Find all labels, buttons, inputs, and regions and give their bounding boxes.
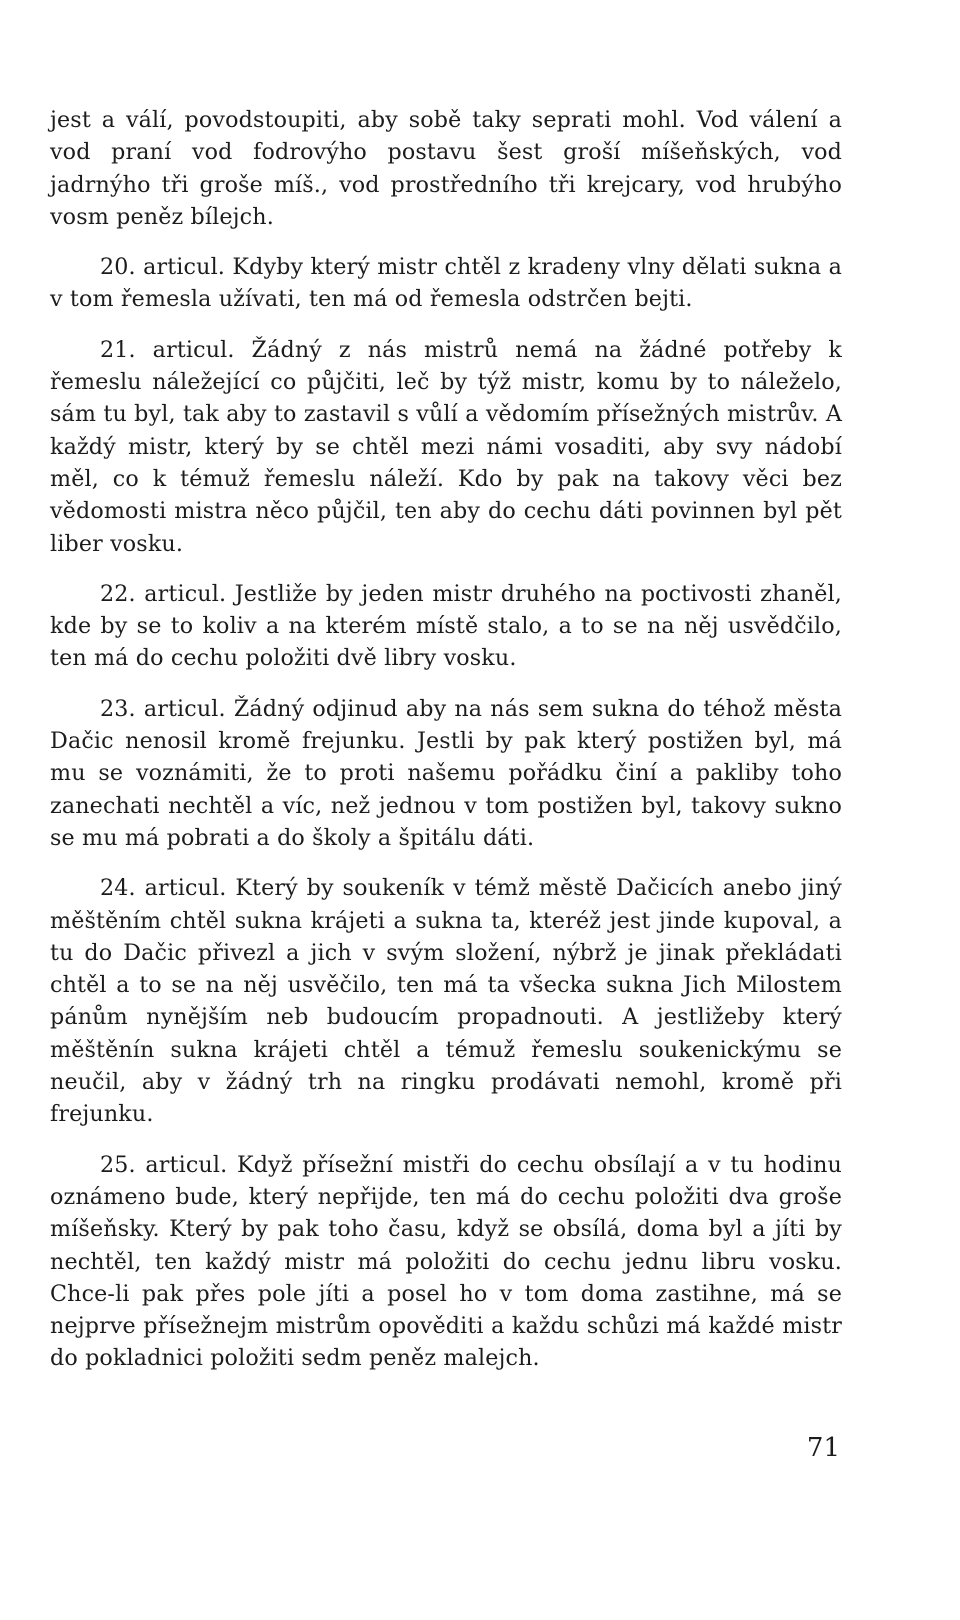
paragraph-article-20: 20. articul. Kdyby který mistr chtěl z kradeny vlny dělati sukna a v tom řemesla užívati, ten má od řemesla odstrčen bejti.	[50, 254, 842, 313]
body-text	[50, 104, 842, 1393]
paragraph-article-25: 25. articul. Když přísežní mistři do cechu obsílají a v tu hodinu oznámeno bude, který nepřijde, ten má do cechu položiti dva groše míšeňsky. Který by pak toho času, když se obsílá, doma byl a jíti by nechtěl, ten každý mistr má položiti do cechu jednu libru vosku. Chce-li pak přes pole jíti a posel ho v tom doma zastihne, má se nejprve přísežnejm mistrům opověditi a každu schůzi má každé mistr do pokladnici položiti sedm peněz malejch.	[50, 1151, 842, 1372]
paragraph-article-22: 22. articul. Jestliže by jeden mistr druhého na poctivosti zhaněl, kde by se to koliv a na kterém místě stalo, a to se na něj usvědčilo, ten má do cechu položiti dvě libry vosku.	[50, 580, 842, 672]
paragraph-article-24: 24. articul. Který by soukeník v témž městě Dačicích anebo jiný měštěním chtěl sukna krájeti a sukna ta, kteréž jest jinde kupoval, a tu do Dačic přivezl a jich v svým složení, nýbrž je jinak překládati chtěl a to se na něj usvěčilo, ten má ta všecka sukna Jich Milostem pánům nynějším neb budoucím propadnouti. A jestližeby který měštěnín sukna krájeti chtěl a témuž řemeslu soukenickýmu se neučil, aby v žádný trh na ringku prodávati nemohl, kromě při frejunku.	[50, 875, 842, 1128]
paragraph-article-23: 23. articul. Žádný odjinud aby na nás sem sukna do téhož města Dačic nenosil kromě frejunku. Jestli by pak který postižen byl, má mu se voznámiti, že to proti našemu pořádku činí a pakliby toho zanechati nechtěl a víc, než jednou v tom postižen byl, takovy sukno se mu má pobrati a do školy a špitálu dáti.	[50, 695, 842, 851]
paragraph-continuation: jest a válí, povodstoupiti, aby sobě taky seprati mohl. Vod válení a vod praní vod fodrovýho postavu šest groší míšeňských, vod jadrnýho tři groše míš., vod prostředního tři krejcary, vod hrubýho vosm peněz bílejch.	[50, 107, 842, 230]
paragraph-article-21: 21. articul. Žádný z nás mistrů nemá na žádné potřeby k řemeslu náležející co půjčiti, leč by týž mistr, komu by to náleželo, sám tu byl, tak aby to zastavil s vůlí a vědomím přísežných mistrův. A každý mistr, který by se chtěl mezi námi vosaditi, aby svy nádobí měl, co k témuž řemeslu náleží. Kdo by pak na takovy věci bez vědomosti mistra něco půjčil, ten aby do cechu dáti povinnen byl pět liber vosku.	[50, 336, 842, 557]
page-number: 71	[806, 1433, 840, 1463]
